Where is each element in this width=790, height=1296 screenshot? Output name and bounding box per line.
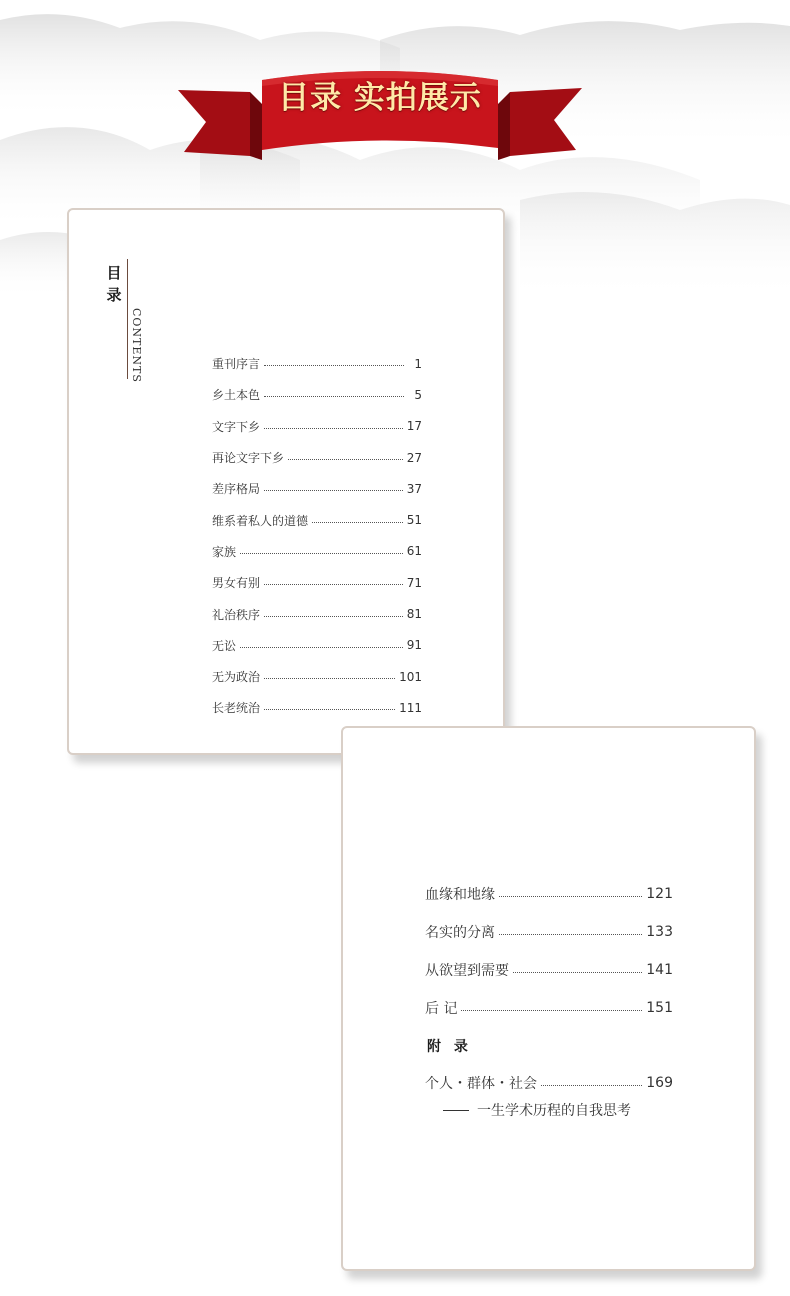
toc-page-1 — [67, 208, 505, 755]
toc-title: 差序格局 — [212, 482, 261, 497]
toc-page-number: 5 — [414, 387, 422, 402]
toc-title: 维系着私人的道德 — [212, 513, 309, 528]
toc-leader-dots — [461, 1010, 642, 1011]
appendix-subtitle — [443, 1100, 631, 1120]
toc-row — [212, 379, 422, 410]
em-dash-line — [443, 1110, 469, 1111]
toc-row — [212, 661, 422, 692]
toc-title: 重刊序言 — [212, 357, 261, 372]
toc-row — [212, 504, 422, 535]
toc-row — [212, 473, 422, 504]
toc-page-number: 1 — [414, 356, 422, 371]
toc-title: 从欲望到需要 — [425, 963, 509, 979]
toc-row — [212, 411, 422, 442]
toc-row — [212, 442, 422, 473]
toc-row — [212, 348, 422, 379]
toc-leader-dots — [513, 972, 642, 973]
toc-page-number: 141 — [646, 962, 673, 978]
toc-title: 血缘和地缘 — [425, 887, 495, 903]
toc-page-number: 121 — [646, 886, 673, 902]
contents-label: CONTENTS — [130, 308, 143, 383]
toc-title: 乡土本色 — [212, 388, 261, 403]
banner-title: 目录 实拍展示 — [278, 80, 482, 116]
toc-title: 无讼 — [212, 638, 237, 653]
toc-row — [212, 598, 422, 629]
toc-title: 无为政治 — [212, 670, 261, 685]
appendix-label: 附 录 — [427, 1039, 472, 1055]
toc-title: 后 记 — [425, 1001, 458, 1017]
toc-row — [425, 951, 673, 989]
toc-page-2 — [341, 726, 756, 1271]
toc-row — [425, 875, 673, 913]
toc-title: 个人・群体・社会 — [425, 1076, 537, 1092]
toc-title: 礼治秩序 — [212, 607, 261, 622]
toc-title: 名实的分离 — [425, 925, 495, 941]
toc-title: 再论文字下乡 — [212, 451, 285, 466]
toc-leader-dots — [264, 584, 403, 585]
toc-leader-dots — [264, 365, 404, 366]
toc-list — [425, 875, 673, 1027]
toc-row — [425, 1072, 673, 1094]
toc-leader-dots — [312, 522, 403, 523]
toc-row — [212, 630, 422, 661]
toc-page-number: 17 — [406, 419, 422, 434]
toc-row — [212, 567, 422, 598]
toc-title: 家族 — [212, 544, 237, 559]
toc-leader-dots — [499, 934, 642, 935]
toc-leader-dots — [264, 709, 395, 710]
toc-leader-dots — [541, 1085, 642, 1086]
appendix-entry — [425, 1072, 673, 1094]
toc-page-number: 133 — [646, 924, 673, 940]
toc-page-number: 51 — [406, 513, 422, 528]
toc-page-number: 91 — [406, 638, 422, 653]
toc-row — [212, 692, 422, 723]
toc-row — [212, 536, 422, 567]
toc-page-number: 101 — [399, 669, 422, 684]
toc-leader-dots — [240, 647, 403, 648]
toc-title: 长老统治 — [212, 701, 261, 716]
toc-page-number: 37 — [406, 481, 422, 496]
toc-row — [425, 913, 673, 951]
toc-title: 男女有别 — [212, 576, 261, 591]
toc-leader-dots — [499, 896, 642, 897]
toc-page-number: 81 — [406, 607, 422, 622]
appendix-subtitle-text: 一生学术历程的自我思考 — [477, 1103, 631, 1119]
toc-leader-dots — [264, 678, 395, 679]
toc-heading — [105, 262, 123, 306]
toc-leader-dots — [264, 428, 403, 429]
toc-leader-dots — [240, 553, 403, 554]
toc-heading-char-2: 录 — [106, 286, 122, 304]
toc-list — [212, 348, 422, 724]
toc-page-number: 111 — [399, 700, 422, 715]
toc-page-number: 27 — [406, 450, 422, 465]
toc-leader-dots — [288, 459, 403, 460]
toc-page-number: 61 — [406, 544, 422, 559]
toc-vertical-rule — [127, 259, 128, 379]
toc-heading-char-1: 目 — [106, 264, 122, 282]
toc-page-number: 151 — [646, 1000, 673, 1016]
toc-row — [425, 989, 673, 1027]
toc-leader-dots — [264, 396, 404, 397]
toc-leader-dots — [264, 490, 403, 491]
toc-leader-dots — [264, 616, 403, 617]
toc-page-number: 169 — [646, 1075, 673, 1091]
toc-page-number: 71 — [406, 575, 422, 590]
toc-title: 文字下乡 — [212, 419, 261, 434]
